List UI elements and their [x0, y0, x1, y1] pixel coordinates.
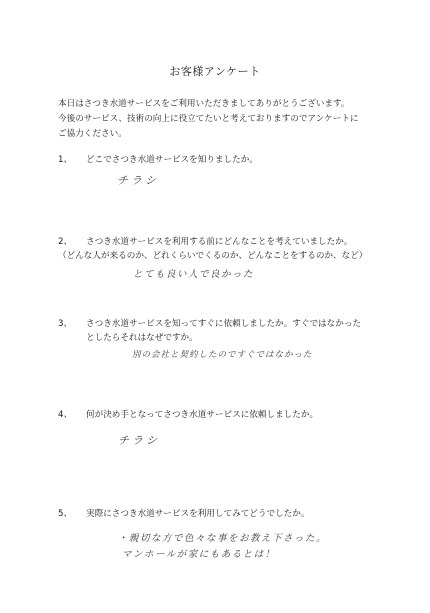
- question-line: さつき水道サービスを知ってすぐに依頼しましたか。すぐではなかった: [86, 319, 362, 329]
- intro-text: [58, 97, 403, 142]
- handwritten-answer-2: とても良い人で良かった: [133, 269, 255, 280]
- question-subtext: （どんな人が来るのか、どれくらいでくるのか、どんなことをするのか、など）: [58, 251, 368, 261]
- intro-line: 本日はさつき水道サービスをご利用いただきましてありがとうございます。: [58, 99, 350, 109]
- question-line: 実際にさつき水道サービスを利用してみてどうでしたか。: [86, 509, 310, 519]
- question-number: 1、: [58, 155, 73, 165]
- question-number: 4、: [58, 410, 73, 420]
- page-title: お客様アンケート: [169, 65, 261, 78]
- handwritten-answer-4: チラシ: [118, 434, 160, 447]
- intro-line: 今後のサービス、技術の向上に役立てたいと考えておりますのでアンケートに: [58, 114, 359, 124]
- question-line: 何が決め手となってさつき水道サービスに依頼しましたか。: [86, 410, 319, 420]
- question-text: [86, 317, 406, 345]
- question-text: [86, 153, 406, 167]
- question-text: [86, 507, 406, 521]
- question-number: 3、: [58, 319, 73, 329]
- question-text: [86, 235, 406, 249]
- handwritten-answer-5b: マンホールが家にもあるとは！: [122, 549, 276, 560]
- question-line: さつき水道サービスを利用する前にどんなことを考えていましたか。: [86, 237, 353, 247]
- handwritten-answer-3: 別の会社と契約したのですぐではなかった: [132, 350, 313, 360]
- question-number: 5、: [58, 509, 73, 519]
- question-text: [86, 408, 406, 422]
- handwritten-answer-5a: ・親切な方で色々な事をお教え下さった。: [118, 533, 328, 544]
- question-number: 2、: [58, 237, 73, 247]
- question-line: どこでさつき水道サービスを知りましたか。: [86, 155, 258, 165]
- intro-line: ご協力ください。: [58, 129, 127, 139]
- question-line: としたらそれはなぜですか。: [86, 333, 198, 343]
- handwritten-answer-1: チラシ: [117, 174, 159, 187]
